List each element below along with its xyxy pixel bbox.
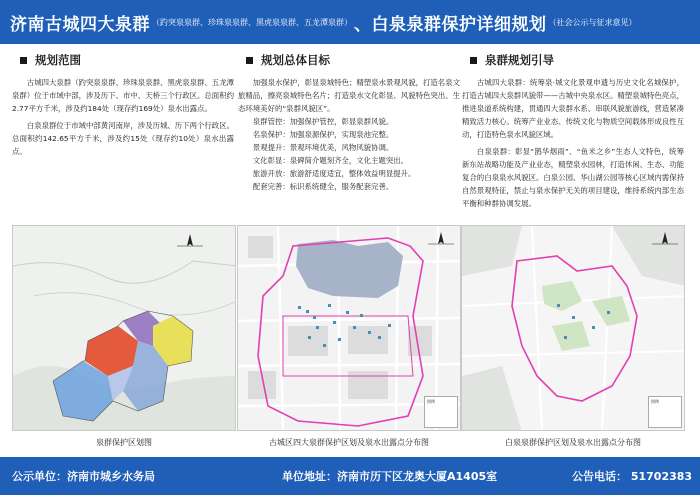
map2-legend xyxy=(424,396,458,428)
footer-publisher: 公示单位：济南市城乡水务局 xyxy=(12,470,155,483)
protection-zoning-map-svg xyxy=(13,226,236,431)
north-arrow-icon xyxy=(652,232,678,250)
scope-paragraph-2: 白泉泉群位于市域中部黄河南岸，涉及历城、历下两个行政区。总面积约142.65平方千米，涉及约15处（现存约10处）泉水出露点。 xyxy=(12,121,234,156)
scope-title: 规划范围 xyxy=(35,53,81,67)
title-suffix: （社会公示与征求意见） xyxy=(548,17,637,27)
footer-address: 单位地址：济南市历下区龙奥大厦A1405室 xyxy=(282,470,498,483)
guide-heading xyxy=(470,52,684,68)
square-bullet-icon xyxy=(470,57,477,64)
legend-title: 图例 xyxy=(651,399,659,404)
goal-line: 泉群管控：加强保护管控，彰显泉群风貌。 xyxy=(252,117,394,126)
goals-title: 规划总体目标 xyxy=(261,53,330,67)
old-city-springs-map xyxy=(237,225,461,431)
north-arrow-icon xyxy=(428,232,454,250)
footer-phone: 公告电话： 51702383 xyxy=(572,470,693,483)
goals-intro: 加强泉水保护，彰显泉城特色；精塑泉水景观风貌，打造名泉文旅精品，擦亮泉城特色名片；打造泉水文化彰显、风貌特色突出、生态环境美好的“泉群风貌区”。 xyxy=(238,78,460,113)
legend-title: 图例 xyxy=(427,399,435,404)
scope-paragraph-1: 古城四大泉群（趵突泉泉群、珍珠泉泉群、黑虎泉泉群、五龙潭泉群）位于市域中部，涉及历下、市中、天桥三个行政区。总面积约2.77平方千米，涉及约184处（现存约169处）泉水出露点。 xyxy=(12,78,234,113)
square-bullet-icon xyxy=(246,57,253,64)
section-guide xyxy=(462,52,684,214)
map3-caption: 白泉泉群保护区划及泉水出露点分布图 xyxy=(505,438,641,447)
goal-line: 文化彰显：泉碑简介题刻齐全，文化主题突出。 xyxy=(252,156,409,165)
goal-line: 景观提升：景观环境优美，风物风貌协调。 xyxy=(252,143,394,152)
square-bullet-icon xyxy=(20,57,27,64)
guide-paragraph-2: 白泉泉群：彰显“鹊华烟雨”、“鱼米之乡”生态人文特色，统筹新东站战略功能及产业业态，精塑泉水园林，打造休闲、生态、功能复合的白泉泉水风貌区。白泉公园、华山湖公园等核心区域内需保持自然景观特征，禁止与泉水保护无关的项目建设，维持系统内部生态平衡和种群协调发展。 xyxy=(462,147,684,208)
section-goals xyxy=(238,52,460,193)
title-middle: 、白泉泉群保护详细规划 xyxy=(354,14,547,35)
goal-line: 配套完善：标识系统健全，服务配套完善。 xyxy=(252,182,394,191)
goal-line: 旅游开放：旅游舒适度适宜，整体效益明显提升。 xyxy=(252,169,416,178)
goal-line: 名泉保护：加强泉源保护，实现泉池完整。 xyxy=(252,130,394,139)
map1-caption: 泉群保护区划图 xyxy=(96,438,152,447)
goals-heading xyxy=(246,52,460,68)
baiquan-springs-map xyxy=(461,225,685,431)
section-scope xyxy=(12,52,234,162)
header-banner xyxy=(0,0,700,44)
north-arrow-icon xyxy=(177,234,203,252)
title-main: 济南古城四大泉群 xyxy=(10,14,150,35)
scope-heading xyxy=(20,52,234,68)
guide-title: 泉群规划引导 xyxy=(485,53,554,67)
title-paren: （趵突泉泉群、珍珠泉泉群、黑虎泉泉群、五龙潭泉群） xyxy=(152,17,352,27)
footer-banner xyxy=(0,457,700,495)
guide-paragraph-1: 古城四大泉群：统筹泉·城文化景观申遗与历史文化名城保护，打造古城四大泉群风貌带——古城中央泉水区。精塑泉城特色亮点，推进泉道系统构建，贯通四大泉群水系、串联风貌旅游线，营造紧凑精致活力核心。统筹产业业态、传统文化与物质空间载体形成良性互动，打造特色泉水风貌区域。 xyxy=(462,78,684,139)
protection-zoning-map xyxy=(12,225,236,431)
map2-caption: 古城区四大泉群保护区划及泉水出露点分布图 xyxy=(269,438,429,447)
map3-legend xyxy=(648,396,682,428)
